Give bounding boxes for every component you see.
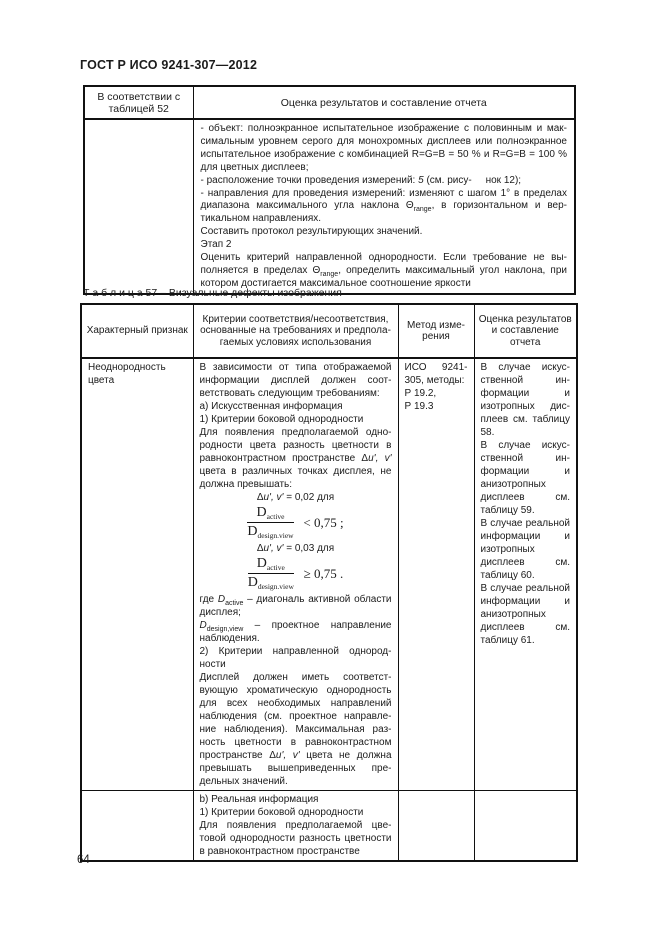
criteria-lateral-text xyxy=(200,426,392,491)
d-active-subscript: active xyxy=(266,563,285,572)
limit-line-002 xyxy=(200,491,392,504)
delta-symbol: Δ xyxy=(256,543,264,554)
criteria-lateral-title: 1) Критерии боковой однородности xyxy=(199,414,364,425)
d-active-symbol: D xyxy=(256,505,267,520)
evaluation-case: В случае искусственной информации и анизотропных дисплеев см. таблицу 59. xyxy=(480,440,570,516)
continuation-table xyxy=(83,85,576,295)
formula-ratio-less xyxy=(200,505,392,540)
uv-coordinates: u', v' xyxy=(263,543,284,554)
paragraph-object: - объект: полноэкранное испытательное изображение с половинным и максимальным уровнем серого для монохромных дисплеев или полноэкранное испытательное изображение с комбинацией R=G=B = 50 % и R=G=B = 100 % для цветных дисплеев; xyxy=(200,123,567,173)
d-active-symbol: D xyxy=(217,594,226,605)
paragraph-directions xyxy=(201,188,568,227)
evaluation-case: В случае реальной информации и анизотропных дисплеев см. таблицу 61. xyxy=(480,583,570,646)
evaluation-cell xyxy=(474,358,577,791)
fraction xyxy=(247,505,293,540)
t57-header-method: Метод измерения xyxy=(398,304,474,358)
text-segment: Дисплей должен иметь соответствующую хроматическую однородность для всех необходимых направлений наблюдения (см. проектное направление наблюдения). Максимальная разность цветности в равноконтрастном пространстве xyxy=(199,672,392,761)
criteria-directional-title: 2) Критерии направленной однородности xyxy=(199,646,392,670)
paragraph-protocol: Составить протокол результирующих значений. xyxy=(200,226,423,238)
fraction-numerator xyxy=(248,556,294,574)
text-segment: = 0,03 для xyxy=(283,543,335,554)
table57-caption: Т а б л и ц а 57 – Визуальные дефекты изображения xyxy=(83,287,342,299)
paragraph-stage: Этап 2 xyxy=(200,239,232,251)
feature-cell xyxy=(81,791,193,862)
evaluation-case: В случае искусственной информации и изотропных дисплеев см. таблицу 58. xyxy=(480,362,570,438)
relation-text: < 0,75 ; xyxy=(303,515,344,530)
method-standard: ИСО 9241-305, методы: xyxy=(404,362,468,386)
theta-subscript: range xyxy=(413,206,432,214)
criteria-real-title: b) Реальная информация xyxy=(199,794,319,805)
t57-header-evaluation: Оценка результатов и составление отчета xyxy=(474,304,577,358)
text-segment: цвета в различных точках дисплея, не должна превышать: xyxy=(199,466,392,490)
theta-symbol: Θ xyxy=(312,264,321,276)
delta-symbol: Δ xyxy=(256,492,264,503)
t57-header-feature: Характерный признак xyxy=(81,304,193,358)
text-segment: - расположение точки проведения измерений: xyxy=(200,174,419,186)
fraction-denominator xyxy=(247,523,293,540)
measurement-point-number: 5 xyxy=(418,174,424,186)
method-cell xyxy=(398,358,474,791)
evaluation-case: В случае реальной информации и изотропных дисплеев см. таблицу 60. xyxy=(480,518,570,581)
d-active-subscript: active xyxy=(225,600,244,607)
formula-ratio-greater xyxy=(200,556,392,591)
fraction xyxy=(248,556,294,591)
criteria-lateral-title: 1) Критерии боковой однородности xyxy=(199,807,364,818)
d-designview-subscript: design.view xyxy=(257,531,294,540)
d-designview-subscript: design,view xyxy=(206,626,244,633)
criteria-lateral-text: Для появления предполагаемой цветовой однородности разность цветности в равноконтрастном пространстве xyxy=(199,820,392,857)
relation-text: ≥ 0,75 . xyxy=(303,566,344,581)
text-segment: , в горизонтальном и вертикальном направлениях. xyxy=(200,200,567,225)
criteria-artificial: а) Искусственная информация xyxy=(199,401,343,412)
criteria-cell xyxy=(193,791,398,862)
d-designview-symbol: D xyxy=(247,575,258,590)
text-segment: – проектное направление наблюдения. xyxy=(199,620,392,644)
theta-subscript: range xyxy=(320,270,339,278)
feature-cell xyxy=(81,358,193,791)
page-number: 64 xyxy=(77,854,90,866)
t1-reference-cell xyxy=(84,119,193,294)
uv-coordinates: u', v' xyxy=(263,492,284,503)
d-designview-symbol: D xyxy=(199,620,207,631)
text-segment: цвета не должна превышать вышеприведенных предельных значений. xyxy=(199,750,392,787)
delta-symbol: Δ xyxy=(361,453,369,464)
limit-line-003 xyxy=(200,542,392,555)
t1-procedure-cell xyxy=(193,119,575,294)
feature-label: Неоднородность цвета xyxy=(88,362,166,386)
paragraph-location xyxy=(201,175,568,188)
text-segment: (см. рису- нок 12); xyxy=(423,174,522,186)
d-active-symbol: D xyxy=(256,556,267,571)
t1-header-evaluation: Оценка результатов и составление отчета xyxy=(193,86,575,119)
text-segment: – диагональ активной области дисплея; xyxy=(199,594,392,618)
criteria-directional-text xyxy=(200,671,392,788)
t1-header-reference: В соответствии с таблицей 52 xyxy=(84,86,193,119)
where-definition-designview xyxy=(200,619,392,645)
criteria-cell xyxy=(193,358,398,791)
table57 xyxy=(80,303,578,862)
uv-coordinates: u', v' xyxy=(368,453,392,464)
method-item: Р 19.3 xyxy=(404,401,434,412)
text-segment: где xyxy=(199,594,218,605)
t57-header-criteria: Критерии соответствия/несоответствия, основанные на требованиях и предполагаемых условиях использования xyxy=(193,304,398,358)
theta-symbol: Θ xyxy=(405,200,414,212)
delta-symbol: Δ xyxy=(269,750,276,761)
evaluation-cell xyxy=(474,791,577,862)
document-title: ГОСТ Р ИСО 9241-307—2012 xyxy=(80,58,258,72)
text-segment: - направления для проведения измерений: изменяют с шагом 1° в пределах диапазона максимального угла наклона xyxy=(200,187,567,212)
text-segment: , определить максимальный угол наклона, при котором достигается максимальное соотношение яркости xyxy=(200,264,567,289)
fraction-numerator xyxy=(247,505,293,523)
uv-coordinates: u', v' xyxy=(275,750,300,761)
text-segment: = 0,02 для xyxy=(283,492,335,503)
fraction-denominator xyxy=(248,574,294,591)
where-definition-active xyxy=(200,593,392,619)
criteria-intro: В зависимости от типа отображаемой информации дисплей должен соответствовать следующим требованиям: xyxy=(199,362,392,399)
d-designview-subscript: design.view xyxy=(257,582,294,591)
d-designview-symbol: D xyxy=(247,524,258,539)
method-cell xyxy=(398,791,474,862)
paragraph-evaluate xyxy=(201,252,568,291)
d-active-subscript: active xyxy=(266,512,285,521)
text-segment: Оценить критерий направленной однородности. Если требование не выполняется в пределах xyxy=(200,252,567,276)
method-item: Р 19.2, xyxy=(404,388,437,399)
text-segment: Для появления предполагаемой однородности цвета разность цветности в равноконтрастном пространстве xyxy=(199,427,392,464)
